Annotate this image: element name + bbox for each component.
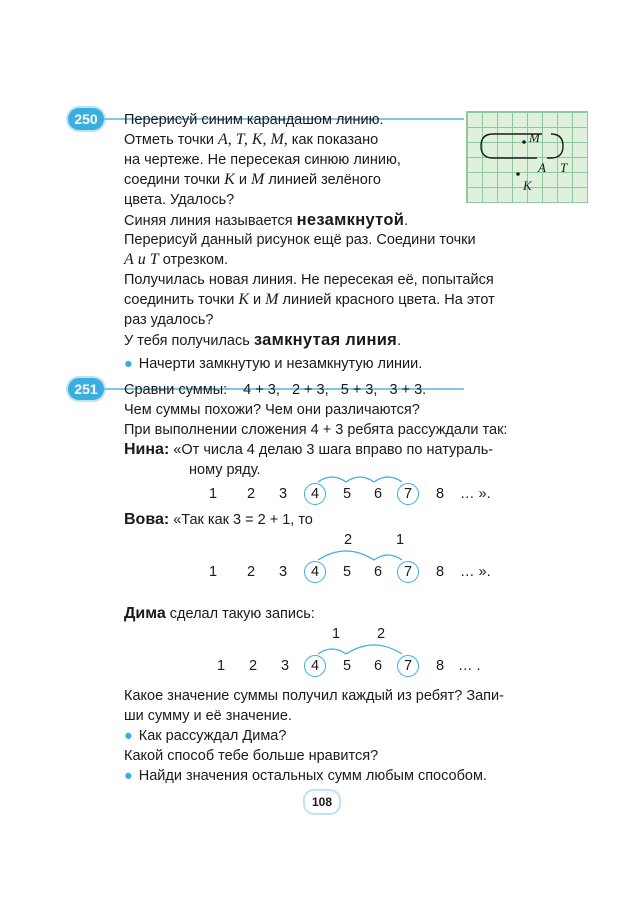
ex251-q3b: ши сумму и её значение. <box>124 708 292 724</box>
page-number: 108 <box>303 789 341 815</box>
row2-num: 8 <box>435 564 445 580</box>
ex250-line-9: Получилась новая линия. Не пересекая её, попытайся <box>124 272 494 288</box>
row3-num: 2 <box>248 658 258 674</box>
ex250-line-5: цвета. Удалось? <box>124 192 235 208</box>
exercise-251-badge: 251 <box>68 378 104 400</box>
ex251-q1: Чем суммы похожи? Чем они различаются? <box>124 402 420 418</box>
row3-num: 3 <box>280 658 290 674</box>
row1-num: 4 <box>310 486 320 502</box>
ex250-line-6: Синяя линия называется незамкнутой. <box>124 211 409 229</box>
point-k <box>516 172 520 176</box>
bullet-icon: ● <box>124 356 133 372</box>
row2-tail: … ». <box>460 564 491 580</box>
row3-num: 4 <box>310 658 320 674</box>
ex251-b1: ● Как рассуждал Дима? <box>124 728 287 744</box>
number-row-nina <box>0 466 638 526</box>
row1-num: 6 <box>373 486 383 502</box>
label-k: К <box>523 178 532 193</box>
label-a: А <box>538 160 546 175</box>
ex250-line-11: раз удалось? <box>124 312 214 328</box>
row2-num: 1 <box>208 564 218 580</box>
row3-num: 1 <box>216 658 226 674</box>
label-t: Т <box>560 160 568 175</box>
row2-num: 3 <box>278 564 288 580</box>
ex250-line-2: Отметь точки А, Т, К, М, как показано <box>124 131 379 148</box>
ex250-line-8: А и Т отрезком. <box>124 251 229 268</box>
row1-num: 1 <box>208 486 218 502</box>
nina-line-1: Нина: «От числа 4 делаю 3 шага вправо по натураль- <box>124 441 494 458</box>
point-m <box>522 140 526 144</box>
ex250-line-12: У тебя получилась замкнутая линия. <box>124 331 402 349</box>
row3-num: 6 <box>373 658 383 674</box>
row2-num: 4 <box>310 564 320 580</box>
ex250-task: ● Начерти замкнутую и незамкнутую линии. <box>124 356 423 372</box>
row3-num: 5 <box>342 658 352 674</box>
ex251-b2: ● Найди значения остальных сумм любым способом. <box>124 768 487 784</box>
bullet-icon: ● <box>124 768 133 784</box>
row1-num: 2 <box>246 486 256 502</box>
row3-tail: … . <box>458 658 481 674</box>
row2-num: 7 <box>403 564 413 580</box>
dima-step-2: 2 <box>376 626 386 642</box>
dima-step-1: 1 <box>331 626 341 642</box>
ex250-line-7: Перерисуй данный рисунок ещё раз. Соедини точки <box>124 232 476 248</box>
row3-num: 7 <box>403 658 413 674</box>
exercise-250-badge: 250 <box>68 108 104 130</box>
row1-num: 3 <box>278 486 288 502</box>
row1-num: 5 <box>342 486 352 502</box>
nina-line-2: ному ряду. <box>189 462 261 478</box>
vova-step-1: 1 <box>395 532 405 548</box>
ex251-q4: Какой способ тебе больше нравится? <box>124 748 379 764</box>
ex250-line-3: на чертеже. Не пересекая синюю линию, <box>124 152 401 168</box>
grid-figure <box>466 111 588 203</box>
row3-num: 8 <box>435 658 445 674</box>
ex250-line-4: соедини точки К и М линией зелёного <box>124 171 381 188</box>
ex251-intro: Сравни суммы: 4 + 3, 2 + 3, 5 + 3, 3 + 3. <box>124 382 427 398</box>
vova-line: Вова: «Так как 3 = 2 + 1, то <box>124 511 313 528</box>
row1-num: 7 <box>403 486 413 502</box>
ex251-q3a: Какое значение суммы получил каждый из ребят? Запи- <box>124 688 504 704</box>
row1-num: 8 <box>435 486 445 502</box>
ex250-line-10: соединить точки К и М линией красного цвета. На этот <box>124 291 495 308</box>
row1-tail: … ». <box>460 486 491 502</box>
row2-num: 5 <box>342 564 352 580</box>
dima-line: Дима сделал такую запись: <box>124 605 315 622</box>
row2-num: 6 <box>373 564 383 580</box>
bullet-icon: ● <box>124 728 133 744</box>
ex251-q2: При выполнении сложения 4 + 3 ребята рассуждали так: <box>124 422 508 438</box>
number-row-dima <box>0 624 638 684</box>
number-row-vova <box>0 530 638 590</box>
row2-num: 2 <box>246 564 256 580</box>
vova-step-2: 2 <box>343 532 353 548</box>
ex250-line-1: Перерисуй синим карандашом линию. <box>124 112 384 128</box>
label-m: М <box>529 130 540 145</box>
